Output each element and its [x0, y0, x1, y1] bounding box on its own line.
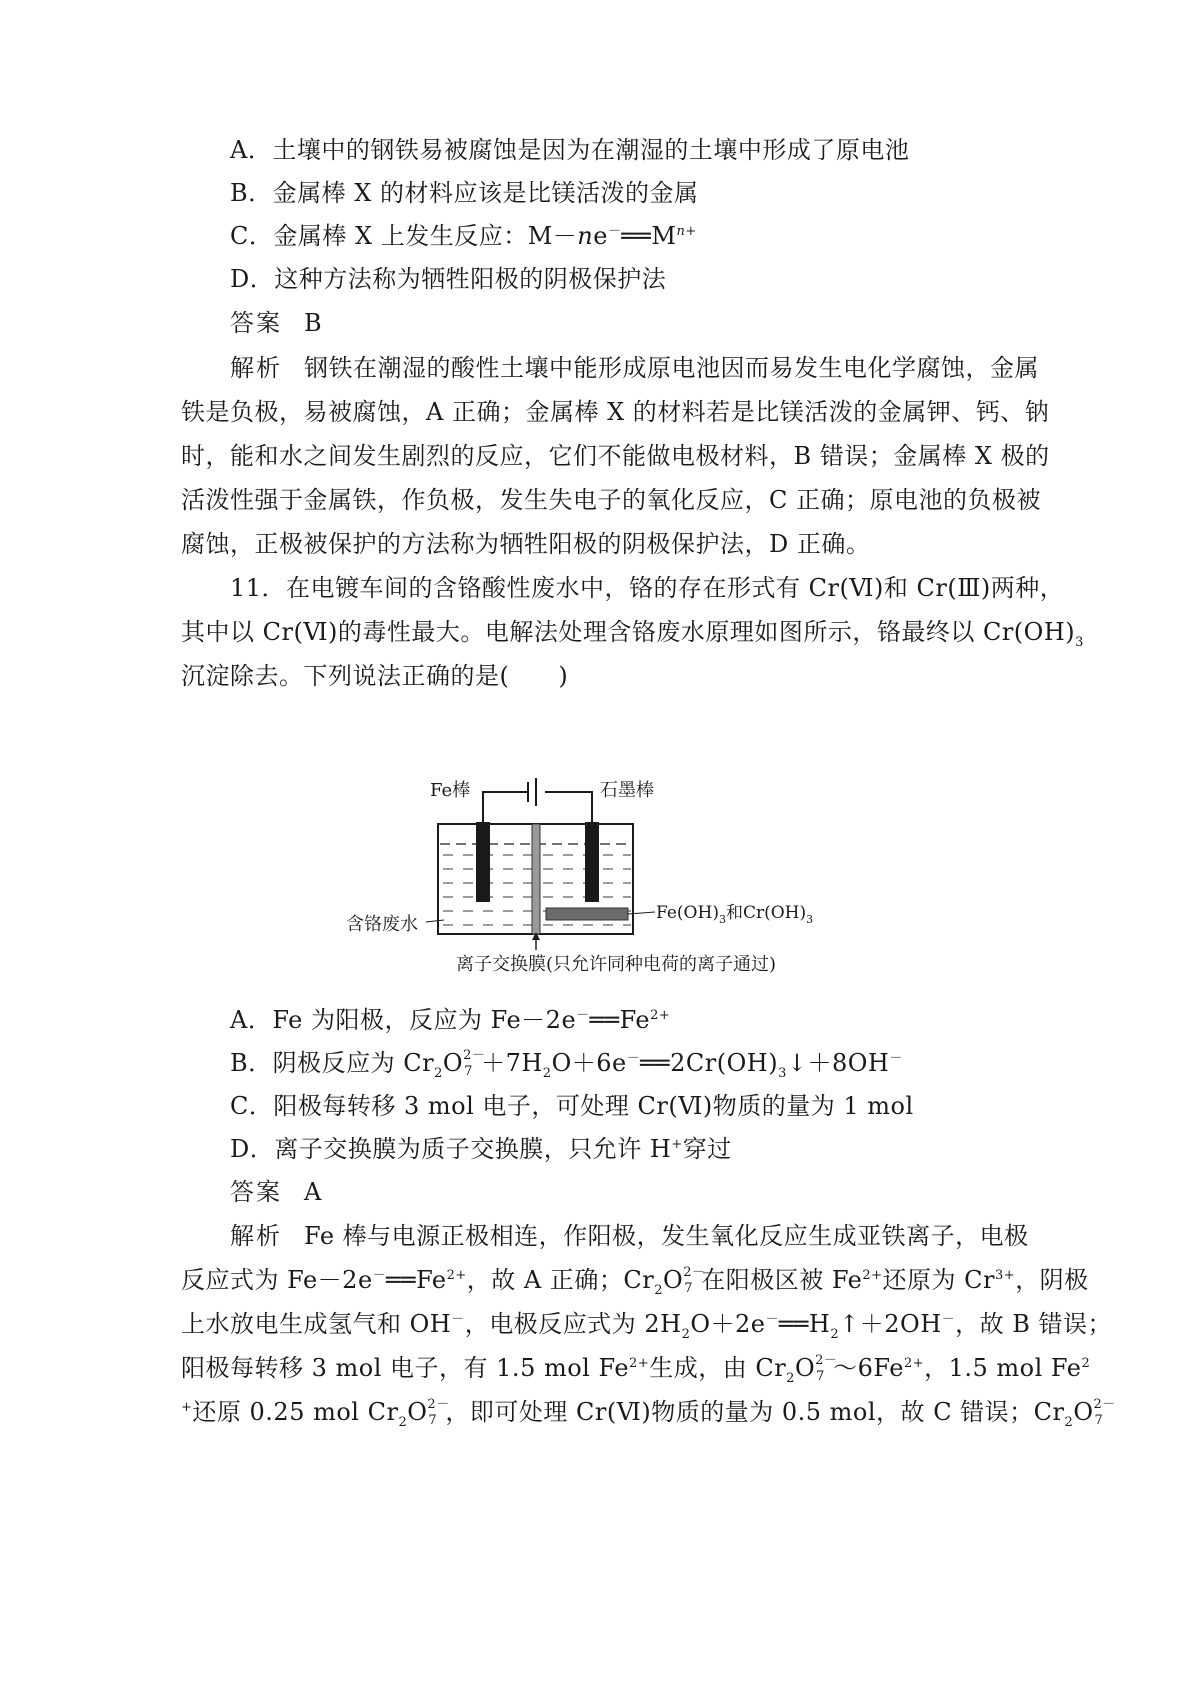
ion-exchange-membrane [532, 824, 540, 934]
q11-option-a: A．Fe 为阳极，反应为 $Fe-2e^-══Fe^{2+}$ [230, 1006, 671, 1034]
q10-option-d: D．这种方法称为牺牲阳极的阴极保护法 [230, 265, 667, 293]
q10-option-c: C．金属棒 X 上发生反应：$M-ne^-══M^{n+}$ [230, 222, 697, 250]
q11-analysis-line-1: 解析 Fe 棒与电源正极相连，作阳极，发生氧化反应生成亚铁离子，电极 [230, 1222, 1029, 1250]
q10-analysis-line-1: 解析 钢铁在潮湿的酸性土壤中能形成原电池因而易发生电化学腐蚀，金属 [230, 354, 1039, 382]
circuit-wires [483, 778, 592, 830]
fe-electrode [476, 822, 490, 902]
q11-stem-line-1: 11．在电镀车间的含铬酸性废水中，铬的存在形式有 Cr(Ⅵ)和 Cr(Ⅲ)两种， [230, 574, 1065, 602]
q11-stem-line-3: 沉淀除去。下列说法正确的是( ) [181, 662, 569, 690]
label-precipitate: $Fe(OH)_3$和$Cr(OH)_3$ [656, 903, 814, 926]
q11-option-c: C．阳极每转移 3 mol 电子，可处理 Cr(Ⅵ)物质的量为 1 mol [230, 1092, 914, 1120]
q10-option-b: B．金属棒 X 的材料应该是比镁活泼的金属 [230, 179, 699, 207]
label-graphite-rod: 石墨棒 [600, 780, 654, 801]
q11-option-d: D．离子交换膜为质子交换膜，只允许 H+穿过 [230, 1135, 732, 1163]
q11-analysis-line-3: 上水放电生成氢气和 OH－，电极反应式为 $2H_2O+2e^-══H_2↑+2OH^-$，故 B 错误； [181, 1310, 1113, 1342]
q11-analysis-line-2: 反应式为 $Fe-2e^-══Fe^{2+}$，故 A 正确；$Cr_2O$ 2－ 7 在阳极区被 $Fe^{2+}$还原为 $Cr^{3+}$，阴极 [181, 1265, 1089, 1298]
q10-analysis-line-5: 腐蚀，正极被保护的方法称为牺牲阳极的阴极保护法，D 正确。 [181, 530, 871, 558]
q11-analysis-line-4: 阳极每转移 3 mol 电子，有 1.5 mol $Fe^{2+}$生成，由 $Cr_2O$ 2－ 7 $\sim 6Fe^{2+}$，1.5 mol Fe$^2$ [181, 1353, 1091, 1386]
q11-analysis-line-5: +还原 0.25 mol $Cr_2O$ 2－ 7 ，即可处理 Cr(Ⅵ)物质的量为 0.5 mol，故 C 错误；$Cr_2O$ 2－ 7 [181, 1397, 1116, 1430]
label-waste-water: 含铬废水 [346, 914, 418, 935]
precipitate-layer [546, 908, 628, 920]
q11-option-b: B．阴极反应为 $Cr_2O$ 2－ 7 $+7H_2O+6e^-══2Cr(OH)_3↓+8OH^-$ [230, 1048, 903, 1081]
q10-analysis-line-2: 铁是负极，易被腐蚀，A 正确；金属棒 X 的材料若是比镁活泼的金属钾、钙、钠 [181, 398, 1050, 426]
q11-stem-line-2: 其中以 Cr(Ⅵ)的毒性最大。电解法处理含铬废水原理如图所示，铬最终以 $Cr(OH)_3$ [181, 618, 1084, 650]
q10-option-a: A．土壤中的钢铁易被腐蚀是因为在潮湿的土壤中形成了原电池 [230, 136, 910, 164]
q10-answer: 答案 B [230, 309, 323, 337]
label-fe-rod: Fe棒 [430, 780, 471, 801]
q10-analysis-line-4: 活泼性强于金属铁，作负极，发生失电子的氧化反应，C 正确；原电池的负极被 [181, 486, 1041, 514]
q11-answer: 答案 A [230, 1178, 322, 1206]
label-membrane: 离子交换膜(只允许同种电荷的离子通过) [456, 954, 777, 975]
graphite-electrode [585, 822, 599, 902]
q10-analysis-line-3: 时，能和水之间发生剧烈的反应，它们不能做电极材料，B 错误；金属棒 X 极的 [181, 442, 1050, 470]
